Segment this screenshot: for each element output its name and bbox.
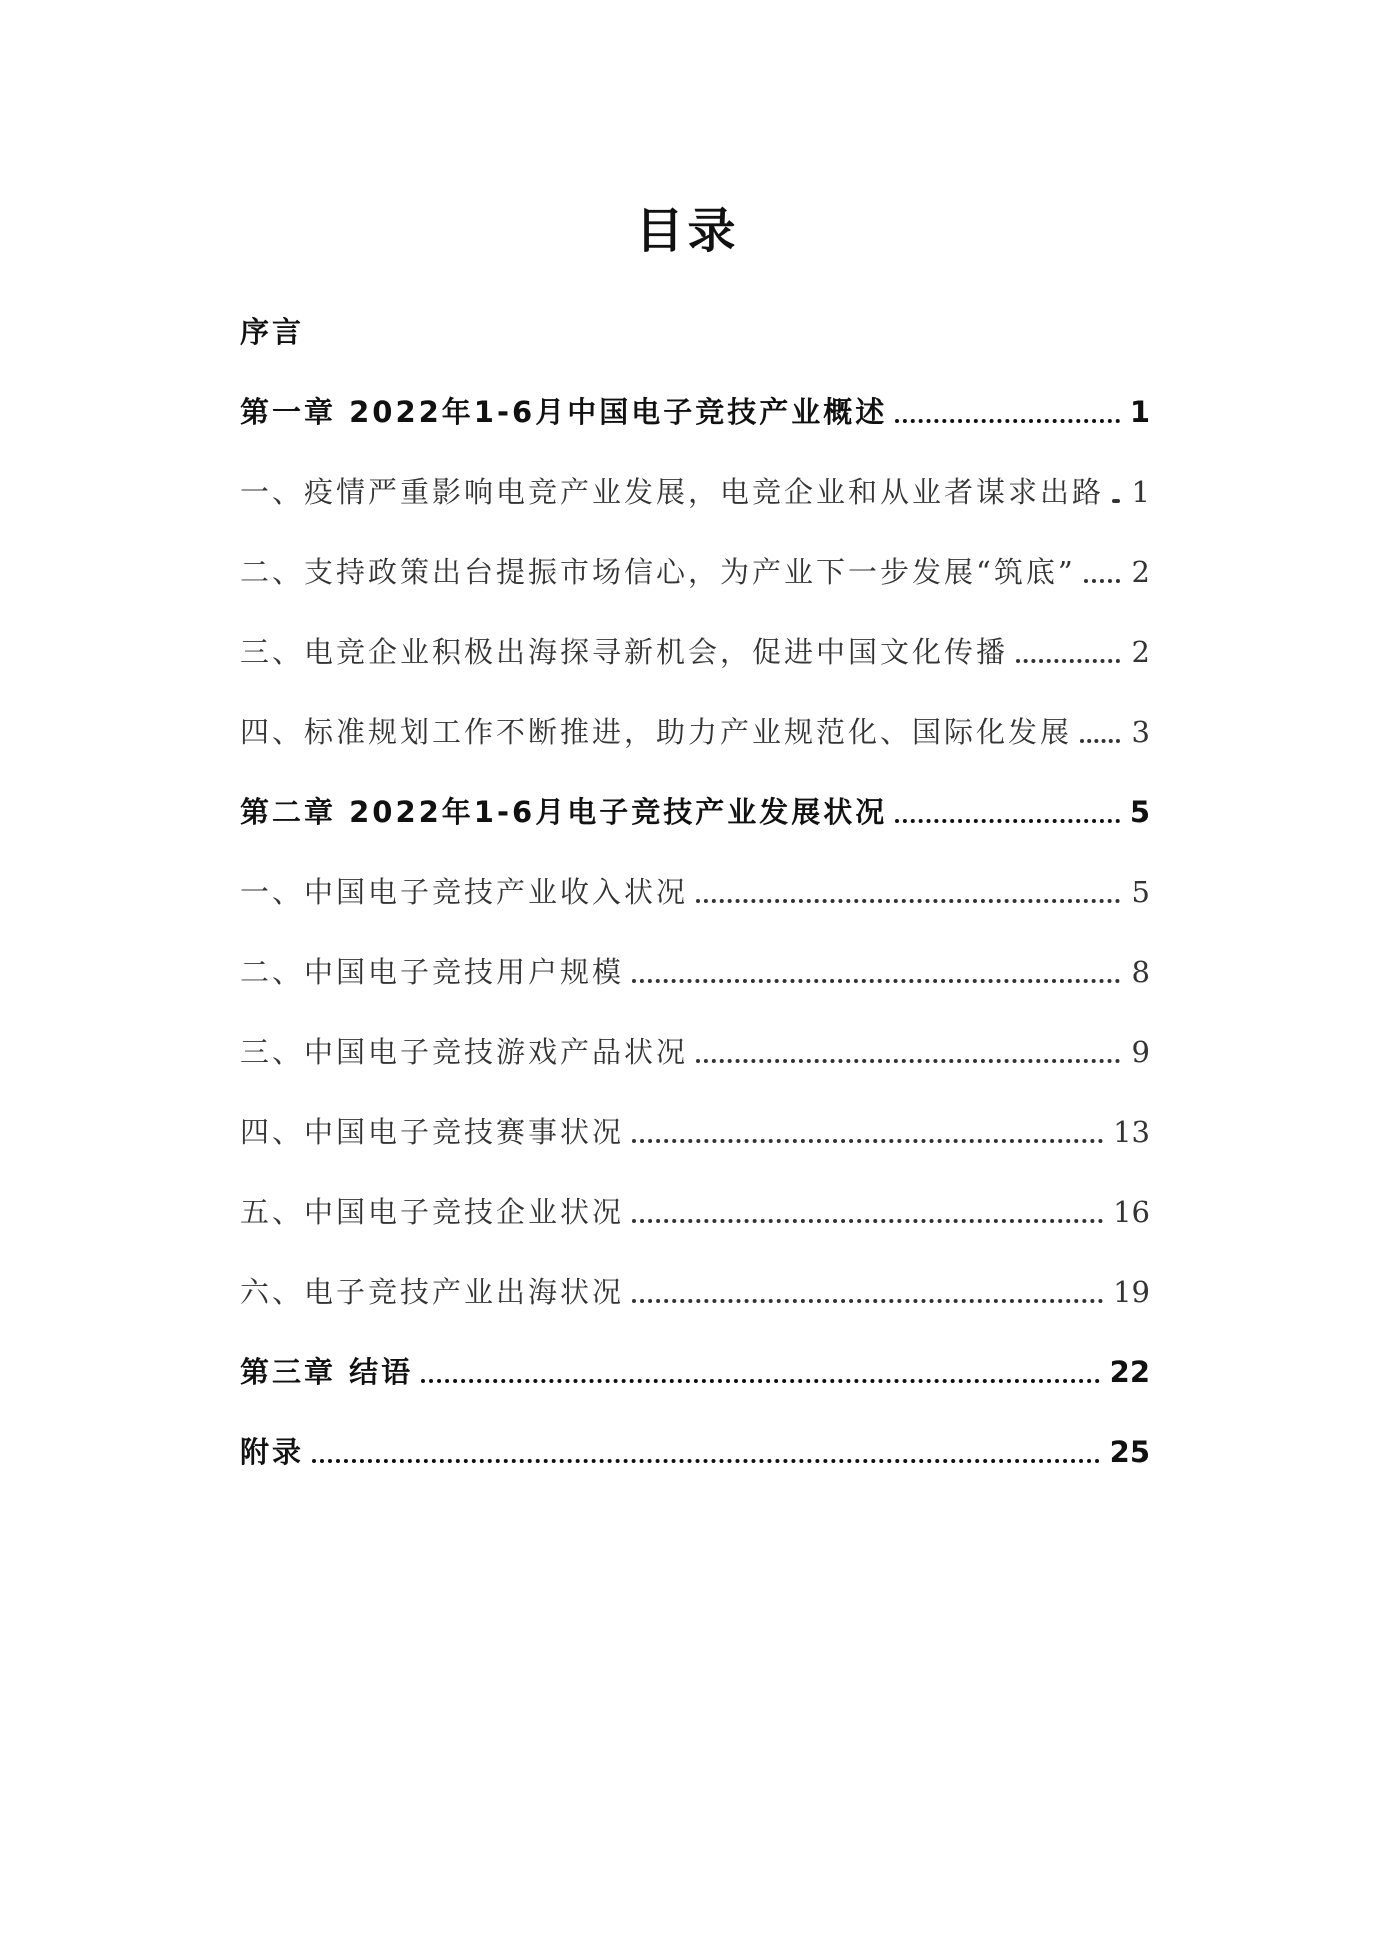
toc-page-number: 2: [1131, 635, 1150, 669]
toc-entry-label: 二、中国电子竞技用户规模: [240, 955, 625, 989]
toc-leader-dots: [632, 1218, 1103, 1223]
toc-leader-dots: [895, 418, 1120, 423]
toc-page-number: 1: [1129, 395, 1150, 429]
toc-leader-dots: [1084, 578, 1120, 583]
toc-entry[interactable]: [240, 950, 1150, 994]
toc-leader-dots: [895, 818, 1120, 823]
toc-entry-label: 三、电竞企业积极出海探寻新机会，促进中国文化传播: [240, 635, 1009, 669]
toc-leader-dots: [1112, 498, 1120, 503]
toc-entry[interactable]: [240, 1430, 1150, 1474]
toc-leader-dots: [696, 898, 1120, 903]
toc-page-number: 13: [1113, 1115, 1150, 1149]
toc-page-number: 25: [1109, 1435, 1150, 1469]
toc-leader-dots: [632, 978, 1120, 983]
toc-entry-label: 第二章 2022年1-6月电子竞技产业发展状况: [240, 795, 888, 829]
toc-leader-dots: [696, 1058, 1120, 1063]
toc-entry-label: 第一章 2022年1-6月中国电子竞技产业概述: [240, 395, 888, 429]
toc-entry[interactable]: [240, 1270, 1150, 1314]
toc-entry-label: 序言: [240, 315, 305, 349]
toc-entry[interactable]: [240, 710, 1150, 754]
toc-entry[interactable]: [240, 790, 1150, 834]
toc-entry[interactable]: [240, 1110, 1150, 1154]
toc-entry[interactable]: [240, 1350, 1150, 1394]
toc-entry-label: 四、中国电子竞技赛事状况: [240, 1115, 625, 1149]
toc-entry[interactable]: [240, 390, 1150, 434]
toc-entry[interactable]: [240, 870, 1150, 914]
toc-entry-label: 五、中国电子竞技企业状况: [240, 1195, 625, 1229]
toc-page-number: 8: [1131, 955, 1150, 989]
toc-entry-label: 六、电子竞技产业出海状况: [240, 1275, 625, 1309]
toc-entry-label: 附录: [240, 1435, 305, 1469]
toc-entry[interactable]: [240, 470, 1150, 514]
toc-entry-label: 一、中国电子竞技产业收入状况: [240, 875, 689, 909]
toc-entry-label: 第三章 结语: [240, 1355, 414, 1389]
toc-leader-dots: [312, 1458, 1100, 1463]
toc-entry-label: 一、疫情严重影响电竞产业发展，电竞企业和从业者谋求出路: [240, 475, 1105, 509]
toc-leader-dots: [632, 1138, 1103, 1143]
toc-leader-dots: [1016, 658, 1120, 663]
toc-leader-dots: [1080, 738, 1120, 743]
toc-entry-label: 二、支持政策出台提振市场信心，为产业下一步发展“筑底”: [240, 555, 1076, 589]
toc-page-number: 19: [1113, 1275, 1150, 1309]
toc-entry-label: 四、标准规划工作不断推进，助力产业规范化、国际化发展: [240, 715, 1073, 749]
toc-page-number: 3: [1131, 715, 1150, 749]
page-title: 目录: [635, 203, 740, 259]
toc-page-number: 9: [1131, 1035, 1150, 1069]
toc-entry[interactable]: [240, 310, 1150, 354]
toc-leader-dots: [632, 1298, 1103, 1303]
toc-entry-label: 三、中国电子竞技游戏产品状况: [240, 1035, 689, 1069]
toc-entry[interactable]: [240, 630, 1150, 674]
toc-leader-dots: [421, 1378, 1100, 1383]
toc-page-number: 16: [1113, 1195, 1150, 1229]
toc-page-number: 1: [1131, 475, 1150, 509]
toc-entry[interactable]: [240, 550, 1150, 594]
toc-page-number: 5: [1131, 875, 1150, 909]
toc-entry[interactable]: [240, 1030, 1150, 1074]
toc-page-number: 2: [1131, 555, 1150, 589]
toc-entry[interactable]: [240, 1190, 1150, 1234]
toc-page-number: 22: [1109, 1355, 1150, 1389]
toc-page-number: 5: [1129, 795, 1150, 829]
